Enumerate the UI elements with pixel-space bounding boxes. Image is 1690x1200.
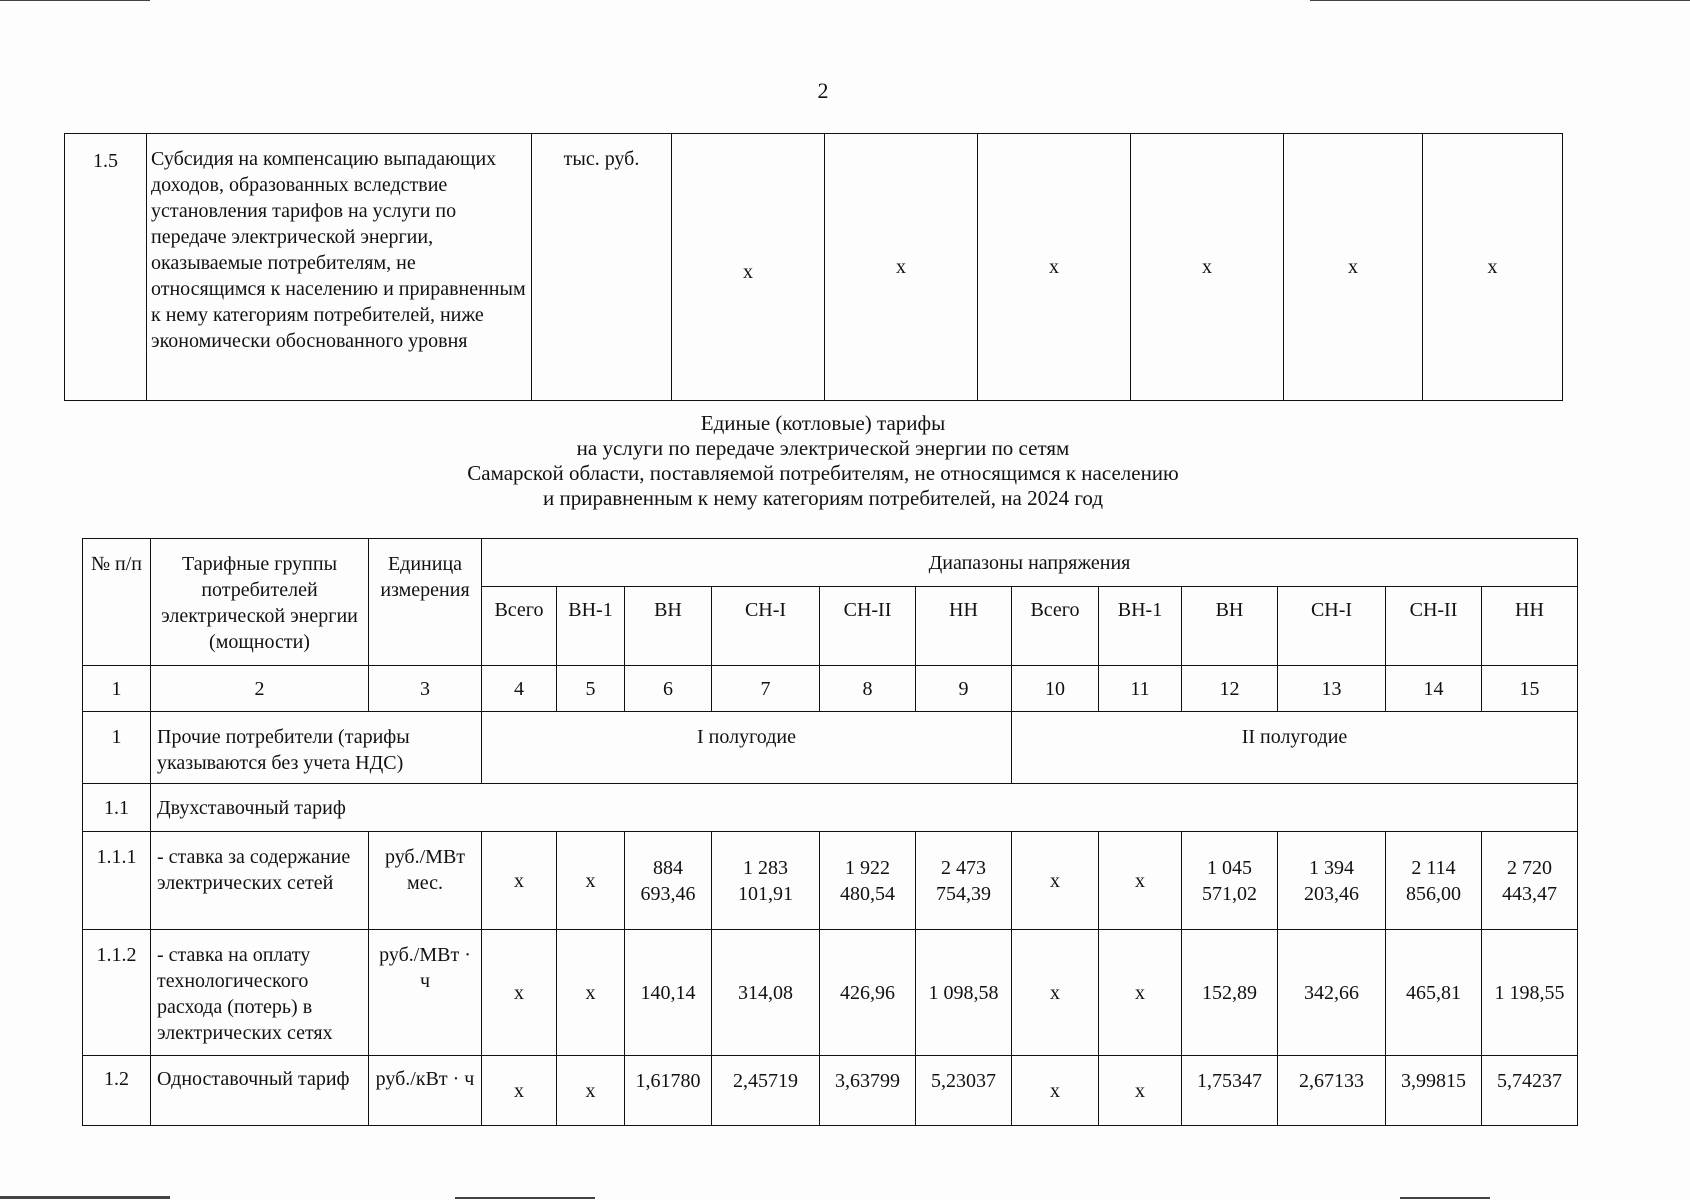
value-cell: x bbox=[825, 134, 978, 401]
column-number: 5 bbox=[557, 666, 625, 712]
value-cell: 1,75347 bbox=[1182, 1056, 1278, 1126]
value-cell: x bbox=[1012, 1056, 1099, 1126]
row-name: Одноставочный тариф bbox=[151, 1056, 369, 1126]
column-number: 4 bbox=[482, 666, 557, 712]
value-cell: x bbox=[1423, 134, 1563, 401]
row-unit: руб./МВт · ч bbox=[369, 930, 482, 1056]
scan-edge-bottom-mid bbox=[455, 1197, 595, 1199]
value-cell: x bbox=[1284, 134, 1423, 401]
row-number: 1.5 bbox=[65, 134, 147, 401]
value-cell: x bbox=[482, 832, 557, 930]
value-cell: 3,63799 bbox=[820, 1056, 916, 1126]
row-number: 1 bbox=[83, 712, 151, 784]
column-number: 7 bbox=[712, 666, 820, 712]
tariff-heading bbox=[0, 411, 1646, 511]
column-number: 10 bbox=[1012, 666, 1099, 712]
scan-edge-top-right bbox=[1310, 0, 1690, 1]
value-cell: 342,66 bbox=[1278, 930, 1386, 1056]
value-cell: 3,99815 bbox=[1386, 1056, 1482, 1126]
column-number: 9 bbox=[916, 666, 1012, 712]
row-number: 1.1.1 bbox=[83, 832, 151, 930]
value-cell: x bbox=[1131, 134, 1284, 401]
value-cell: x bbox=[482, 930, 557, 1056]
header-col: Всего bbox=[1012, 587, 1099, 666]
value-cell: x bbox=[1099, 832, 1182, 930]
column-number: 6 bbox=[625, 666, 712, 712]
header-col: ВН bbox=[625, 587, 712, 666]
previous-table-continuation bbox=[64, 133, 1563, 401]
header-col: НН bbox=[916, 587, 1012, 666]
row-name: - ставка на оплату технологического расхода (потерь) в электрических сетях bbox=[151, 930, 369, 1056]
page-number: 2 bbox=[817, 78, 829, 103]
row-unit: тыс. руб. bbox=[532, 134, 672, 401]
value-cell: 884 693,46 bbox=[625, 832, 712, 930]
header-col: СН-I bbox=[1278, 587, 1386, 666]
header-voltage-ranges: Диапазоны напряжения bbox=[482, 539, 1578, 587]
column-number: 1 bbox=[83, 666, 151, 712]
column-number: 12 bbox=[1182, 666, 1278, 712]
row-number: 1.1.2 bbox=[83, 930, 151, 1056]
header-col: НН bbox=[1482, 587, 1578, 666]
value-cell: 426,96 bbox=[820, 930, 916, 1056]
heading-line: на услуги по передаче электрической энергии по сетям bbox=[576, 436, 1070, 460]
value-cell: x bbox=[557, 930, 625, 1056]
header-col: ВН bbox=[1182, 587, 1278, 666]
table-row bbox=[83, 832, 1578, 930]
value-cell: 1 098,58 bbox=[916, 930, 1012, 1056]
column-number: 8 bbox=[820, 666, 916, 712]
value-cell: 314,08 bbox=[712, 930, 820, 1056]
value-cell: x bbox=[557, 832, 625, 930]
value-cell: 1 922 480,54 bbox=[820, 832, 916, 930]
value-cell: 2 473 754,39 bbox=[916, 832, 1012, 930]
row-unit: руб./МВт мес. bbox=[369, 832, 482, 930]
row-name: Двухставочный тариф bbox=[151, 784, 1578, 832]
row-name: Субсидия на компенсацию выпадающих доходов, образованных вследствие установления тарифов на услуги по передаче электрической энергии, оказываемые потребителям, не относящимся к населению и приравненным к нему категориям потребителей, ниже экономически обоснованного уровня bbox=[147, 134, 532, 401]
header-col: СН-II bbox=[820, 587, 916, 666]
heading-line: Самарской области, поставляемой потребителям, не относящимся к населению bbox=[467, 461, 1179, 485]
row-name: Прочие потребители (тарифы указываются без учета НДС) bbox=[151, 712, 482, 784]
half-year-2: II полугодие bbox=[1012, 712, 1578, 784]
value-cell: 1 283 101,91 bbox=[712, 832, 820, 930]
half-year-1: I полугодие bbox=[482, 712, 1012, 784]
header-col: СН-I bbox=[712, 587, 820, 666]
header-groups: Тарифные группы потребителей электрической энергии (мощности) bbox=[151, 539, 369, 666]
column-number: 11 bbox=[1099, 666, 1182, 712]
value-cell: x bbox=[1012, 930, 1099, 1056]
value-cell: 2 114 856,00 bbox=[1386, 832, 1482, 930]
heading-line: Единые (котловые) тарифы bbox=[700, 411, 946, 435]
value-cell: x bbox=[1099, 1056, 1182, 1126]
column-number-row bbox=[83, 666, 1578, 712]
row-name: - ставка за содержание электрических сетей bbox=[151, 832, 369, 930]
table-row bbox=[65, 134, 1563, 401]
value-cell: x bbox=[557, 1056, 625, 1126]
table-row bbox=[83, 930, 1578, 1056]
value-cell: 2 720 443,47 bbox=[1482, 832, 1578, 930]
column-number: 15 bbox=[1482, 666, 1578, 712]
header-col: СН-II bbox=[1386, 587, 1482, 666]
value-cell: x bbox=[672, 134, 825, 401]
header-col: Всего bbox=[482, 587, 557, 666]
header-col: ВН-1 bbox=[1099, 587, 1182, 666]
value-cell: 140,14 bbox=[625, 930, 712, 1056]
value-cell: 2,67133 bbox=[1278, 1056, 1386, 1126]
value-cell: 2,45719 bbox=[712, 1056, 820, 1126]
row-number: 1.2 bbox=[83, 1056, 151, 1126]
scan-edge-bottom-left bbox=[0, 1196, 170, 1199]
column-number: 3 bbox=[369, 666, 482, 712]
value-cell: 1,61780 bbox=[625, 1056, 712, 1126]
value-cell: 1 045 571,02 bbox=[1182, 832, 1278, 930]
value-cell: x bbox=[1099, 930, 1182, 1056]
table-row bbox=[83, 1056, 1578, 1126]
value-cell: 465,81 bbox=[1386, 930, 1482, 1056]
header-unit: Единица измерения bbox=[369, 539, 482, 666]
value-cell: 1 394 203,46 bbox=[1278, 832, 1386, 930]
value-cell: 5,23037 bbox=[916, 1056, 1012, 1126]
scan-edge-bottom-right bbox=[1400, 1197, 1490, 1199]
table-row bbox=[83, 712, 1578, 784]
value-cell: x bbox=[978, 134, 1131, 401]
column-number: 2 bbox=[151, 666, 369, 712]
row-unit: руб./кВт · ч bbox=[369, 1056, 482, 1126]
header-col: ВН-1 bbox=[557, 587, 625, 666]
row-number: 1.1 bbox=[83, 784, 151, 832]
tariff-table bbox=[82, 538, 1578, 1126]
value-cell: x bbox=[482, 1056, 557, 1126]
column-number: 13 bbox=[1278, 666, 1386, 712]
value-cell: 1 198,55 bbox=[1482, 930, 1578, 1056]
header-num: № п/п bbox=[83, 539, 151, 666]
table-row bbox=[83, 784, 1578, 832]
value-cell: 5,74237 bbox=[1482, 1056, 1578, 1126]
scan-edge-top-left bbox=[0, 0, 150, 1]
value-cell: x bbox=[1012, 832, 1099, 930]
heading-line: и приравненным к нему категориям потребителей, на 2024 год bbox=[542, 486, 1104, 510]
column-number: 14 bbox=[1386, 666, 1482, 712]
value-cell: 152,89 bbox=[1182, 930, 1278, 1056]
header-row bbox=[83, 539, 1578, 587]
